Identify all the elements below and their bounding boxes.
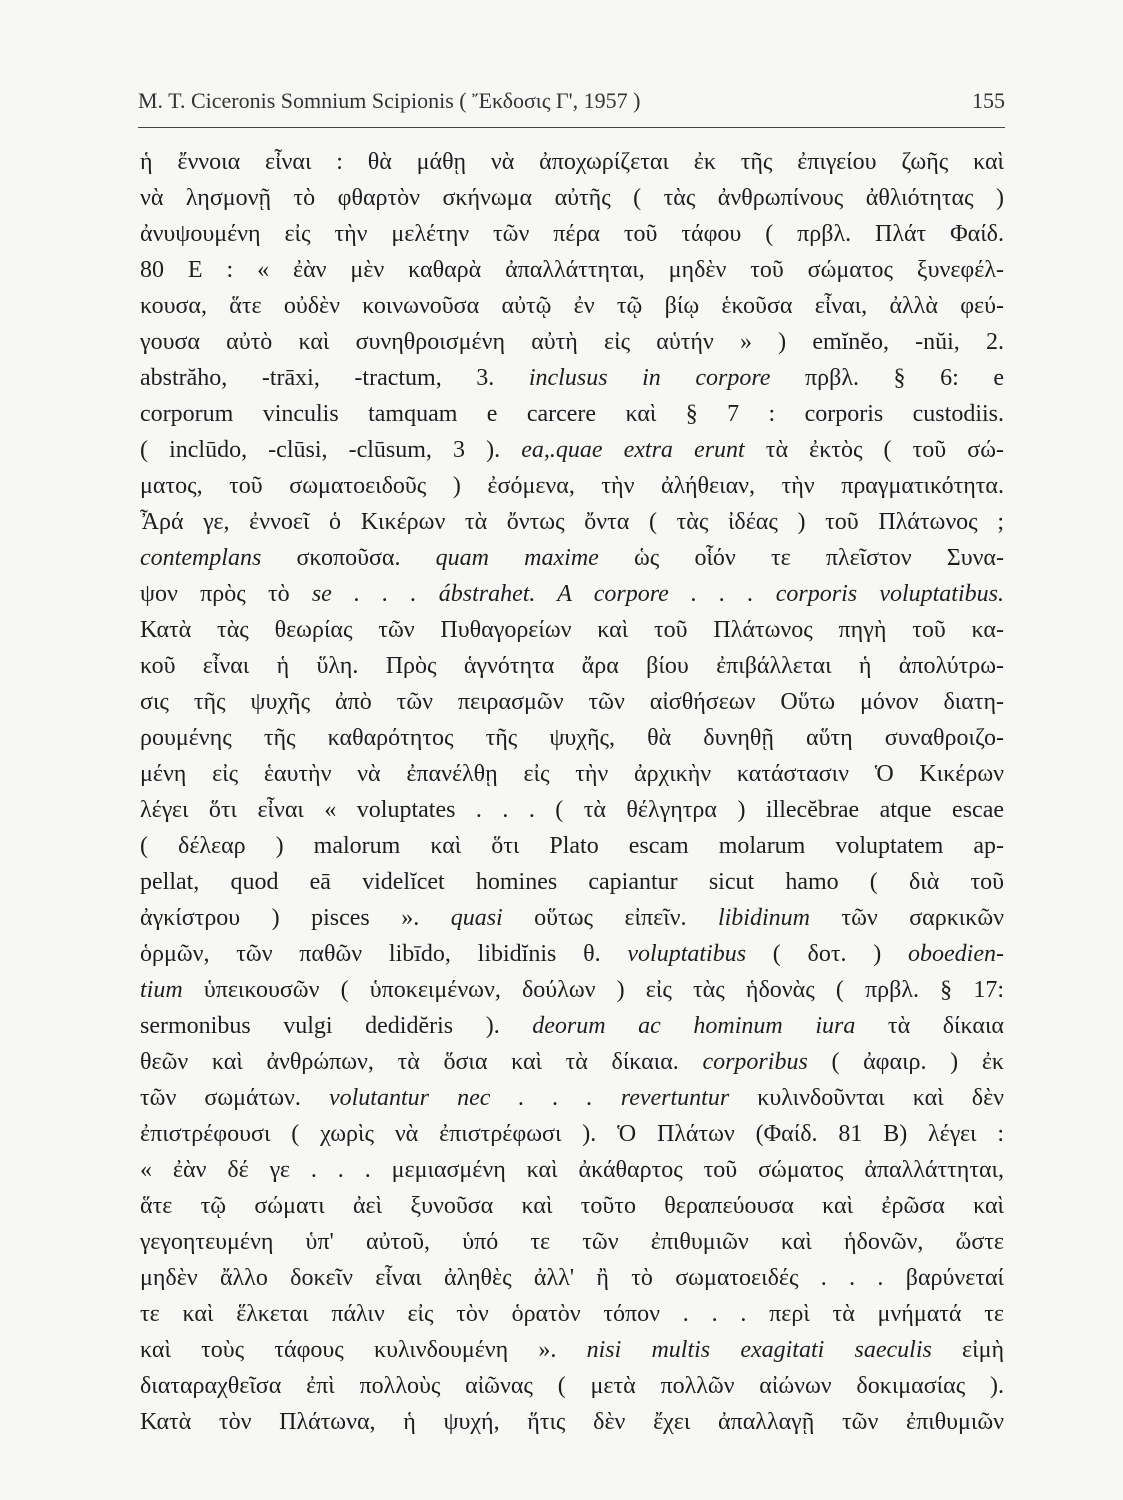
text-segment: ψον πρὸς τὸ <box>140 581 312 607</box>
text-line <box>140 180 1004 216</box>
italic-lemma: contemplans <box>140 545 262 571</box>
text-line <box>140 612 1004 648</box>
text-segment: ( δοτ. ) <box>746 941 909 967</box>
text-line <box>140 1080 1004 1116</box>
text-segment: νὰ λησμονῇ τὸ φθαρτὸν σκήνωμα αὐτῆς ( τὰς ἀνθρωπίνους ἀθλιότητας ) <box>140 185 1004 211</box>
text-segment: οὕτως εἰπεῖν. <box>502 905 718 931</box>
italic-lemma: voluptatibus <box>627 941 747 967</box>
text-segment: τὰ δίκαια <box>855 1013 1004 1039</box>
text-segment: ματος, τοῦ σωματοειδοῦς ) ἐσόμενα, τὴν ἀλήθειαν, τὴν πραγματικότητα. <box>140 473 1004 499</box>
text-segment: ἀνυψουμένη εἰς τὴν μελέτην τῶν πέρα τοῦ τάφου ( πρβλ. Πλάτ Φαίδ. <box>140 221 1004 247</box>
text-line <box>140 468 1004 504</box>
text-segment: καὶ τοὺς τάφους κυλινδουμένη ». <box>140 1337 587 1363</box>
text-segment: « ἐὰν δέ γε . . . μεμιασμένη καὶ ἀκάθαρτος τοῦ σώματος ἀπαλλάττηται, <box>140 1157 1004 1183</box>
text-line <box>140 1044 1004 1080</box>
body-text <box>140 144 1004 1440</box>
text-segment: ἅτε τῷ σώματι ἀεὶ ξυνοῦσα καὶ τοῦτο θεραπεύουσα καὶ ἐρῶσα καὶ <box>140 1193 1004 1219</box>
text-line <box>140 216 1004 252</box>
text-segment: γουσα αὐτὸ καὶ συνηθροισμένη αὐτὴ εἰς αὑτήν » ) emĭnĕo, -nŭi, 2. <box>140 329 1004 355</box>
italic-lemma: tium <box>140 977 183 1003</box>
running-header <box>138 88 1005 118</box>
text-line <box>140 1188 1004 1224</box>
text-segment: Κατὰ τὸν Πλάτωνα, ἡ ψυχή, ἥτις δὲν ἔχει ἀπαλλαγῇ τῶν ἐπιθυμιῶν <box>140 1409 1004 1435</box>
text-segment: τῶν σαρκικῶν <box>809 905 1004 931</box>
text-segment: διαταραχθεῖσα ἐπὶ πολλοὺς αἰῶνας ( μετὰ πολλῶν αἰώνων δοκιμασίας ). <box>140 1373 1004 1399</box>
text-segment: κοῦ εἶναι ἡ ὕλη. Πρὸς ἁγνότητα ἄρα βίου ἐπιβάλλεται ἡ ἀπολύτρω- <box>140 653 1004 679</box>
italic-lemma: quasi <box>450 905 503 931</box>
text-line <box>140 756 1004 792</box>
text-line <box>140 1260 1004 1296</box>
text-segment: ἡ ἔννοια εἶναι : θὰ μάθῃ νὰ ἀποχωρίζεται ἐκ τῆς ἐπιγείου ζωῆς καὶ <box>140 149 1004 175</box>
text-line <box>140 432 1004 468</box>
text-line <box>140 540 1004 576</box>
italic-lemma: corporibus <box>702 1049 808 1075</box>
text-segment: τὰ ἐκτὸς ( τοῦ σώ- <box>744 437 1004 463</box>
text-segment: ὑπεικουσῶν ( ὑποκειμένων, δούλων ) εἰς τὰς ἡδονὰς ( πρβλ. § 17: <box>182 977 1004 1003</box>
text-segment: λέγει ὅτι εἶναι « voluptates . . . ( τὰ θέλγητρα ) illecĕbrae atque escae <box>140 797 1004 823</box>
text-segment: ( ἀφαιρ. ) ἐκ <box>807 1049 1004 1075</box>
text-segment: ἀγκίστρου ) pisces ». <box>140 905 451 931</box>
text-segment: ὡς οἷόν τε πλεῖστον Συνα- <box>598 545 1004 571</box>
italic-lemma: nisi multis exagitati saeculis <box>586 1337 932 1363</box>
text-segment: μένη εἰς ἑαυτὴν νὰ ἐπανέλθῃ εἰς τὴν ἀρχικὴν κατάστασιν Ὁ Κικέρων <box>140 761 1004 787</box>
text-segment: abstrăho, -trāxi, -tractum, 3. <box>140 365 529 391</box>
text-segment: ὁρμῶν, τῶν παθῶν libīdo, libidĭnis θ. <box>140 941 628 967</box>
text-segment: sermonibus vulgi dedidĕris ). <box>140 1013 533 1039</box>
text-line <box>140 252 1004 288</box>
text-segment: θεῶν καὶ ἀνθρώπων, τὰ ὅσια καὶ τὰ δίκαια. <box>140 1049 703 1075</box>
text-segment: τε καὶ ἕλκεται πάλιν εἰς τὸν ὁρατὸν τόπον . . . περὶ τὰ μνήματά τε <box>140 1301 1004 1327</box>
text-segment: σκοποῦσα. <box>261 545 436 571</box>
header-rule <box>138 127 1005 128</box>
text-segment: corporum vinculis tamquam e carcere καὶ § 7 : corporis custodiis. <box>140 401 1004 427</box>
text-line <box>140 972 1004 1008</box>
text-segment: ( δέλεαρ ) malorum καὶ ὅτι Plato escam molarum voluptatem ap- <box>140 833 1004 859</box>
text-line <box>140 1368 1004 1404</box>
text-segment: ( inclūdo, -clūsi, -clūsum, 3 ). <box>140 437 522 463</box>
text-line <box>140 1404 1004 1440</box>
text-line <box>140 720 1004 756</box>
text-line <box>140 504 1004 540</box>
italic-lemma: deorum ac hominum iura <box>532 1013 856 1039</box>
text-segment: τῶν σωμάτων. <box>140 1085 329 1111</box>
italic-lemma: oboedien- <box>908 941 1004 967</box>
italic-lemma: se . . . ábstrahet. A corpore . . . corporis voluptatibus. <box>311 581 1004 607</box>
italic-lemma: libidinum <box>717 905 810 931</box>
italic-lemma: ea,.quae extra erunt <box>521 437 745 463</box>
text-line <box>140 828 1004 864</box>
text-segment: pellat, quod eā videlĭcet homines capiantur sicut hamo ( διὰ τοῦ <box>140 869 1004 895</box>
text-line <box>140 1296 1004 1332</box>
text-line <box>140 1152 1004 1188</box>
text-line <box>140 360 1004 396</box>
text-line <box>140 576 1004 612</box>
text-line <box>140 1224 1004 1260</box>
text-segment: πρβλ. § 6: e <box>770 365 1004 391</box>
text-segment: κυλινδοῦνται καὶ δὲν <box>729 1085 1004 1111</box>
text-line <box>140 648 1004 684</box>
text-line <box>140 1332 1004 1368</box>
text-line <box>140 144 1004 180</box>
text-segment: κουσα, ἅτε οὐδὲν κοινωνοῦσα αὐτῷ ἐν τῷ βίῳ ἑκοῦσα εἶναι, ἀλλὰ φεύ- <box>140 293 1004 319</box>
text-line <box>140 936 1004 972</box>
text-line <box>140 396 1004 432</box>
page-number: 155 <box>972 88 1005 113</box>
running-title: M. T. Ciceronis Somnium Scipionis ( Ἔκδοσις Γ', 1957 ) <box>138 88 641 113</box>
text-segment: ρουμένης τῆς καθαρότητος τῆς ψυχῆς, θὰ δυνηθῇ αὕτη συναθροιζο- <box>140 725 1004 751</box>
text-segment: Κατὰ τὰς θεωρίας τῶν Πυθαγορείων καὶ τοῦ Πλάτωνος πηγὴ τοῦ κα- <box>140 617 1004 643</box>
text-line <box>140 684 1004 720</box>
text-segment: 80 Ε : « ἐὰν μὲν καθαρὰ ἀπαλλάττηται, μηδὲν τοῦ σώματος ξυνεφέλ- <box>140 257 1004 283</box>
text-segment: ἐπιστρέφουσι ( χωρὶς νὰ ἐπιστρέφωσι ). Ὁ Πλάτων (Φαίδ. 81 Β) λέγει : <box>140 1121 1004 1147</box>
italic-lemma: volutantur nec . . . revertuntur <box>328 1085 730 1111</box>
text-line <box>140 900 1004 936</box>
text-segment: μηδὲν ἄλλο δοκεῖν εἶναι ἀληθὲς ἀλλ' ἢ τὸ σωματοειδές . . . βαρύνεταί <box>140 1265 1004 1291</box>
italic-lemma: quam maxime <box>435 545 599 571</box>
text-line <box>140 324 1004 360</box>
italic-lemma: inclusus in corpore <box>528 365 771 391</box>
text-segment: γεγοητευμένη ὑπ' αὐτοῦ, ὑπό τε τῶν ἐπιθυμιῶν καὶ ἡδονῶν, ὥστε <box>140 1229 1004 1255</box>
text-line <box>140 288 1004 324</box>
text-line <box>140 864 1004 900</box>
text-segment: εἰμὴ <box>931 1337 1004 1363</box>
text-segment: Ἆρά γε, ἐννοεῖ ὁ Κικέρων τὰ ὄντως ὄντα ( τὰς ἰδέας ) τοῦ Πλάτωνος ; <box>140 509 1004 535</box>
text-line <box>140 1116 1004 1152</box>
text-line <box>140 1008 1004 1044</box>
text-line <box>140 792 1004 828</box>
text-segment: σις τῆς ψυχῆς ἀπὸ τῶν πειρασμῶν τῶν αἰσθήσεων Οὕτω μόνον διατη- <box>140 689 1004 715</box>
